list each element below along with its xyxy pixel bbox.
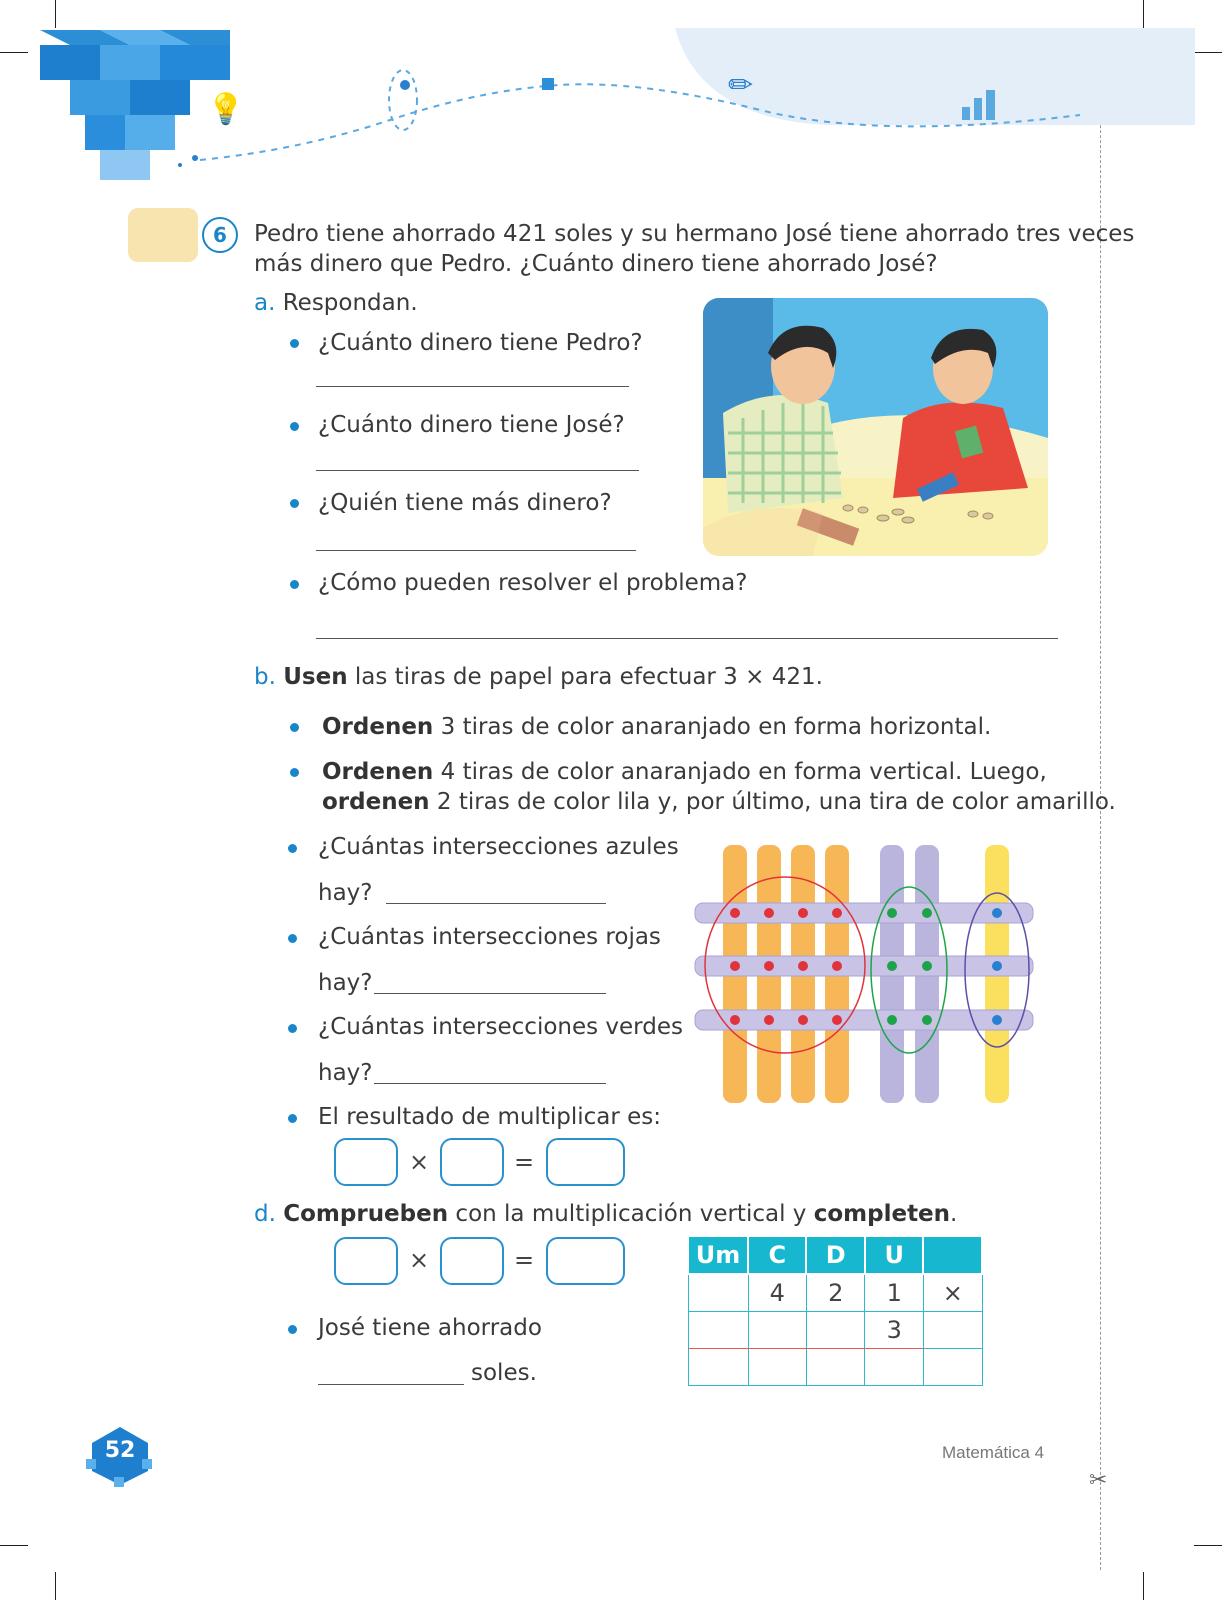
table-cell: 3 — [865, 1312, 924, 1349]
blue-intersection-dot — [992, 1015, 1002, 1025]
red-intersection-dot — [730, 961, 740, 971]
paper-strips-diagram — [690, 840, 1040, 1110]
answer-line-b3[interactable] — [374, 1083, 606, 1084]
answer-line-a2[interactable] — [316, 470, 639, 471]
question-a3: ¿Quién tiene más dinero? — [318, 490, 612, 516]
factor-box-d2[interactable] — [440, 1237, 504, 1285]
bullet — [288, 844, 297, 853]
col-header-u: U — [865, 1236, 924, 1274]
page-number: 52 — [104, 1438, 136, 1463]
bullet — [290, 339, 299, 348]
answer-line-a3[interactable] — [316, 550, 636, 551]
answer-text-line2: soles. — [471, 1360, 537, 1386]
red-intersection-dot — [798, 1015, 808, 1025]
answer-text-line1: José tiene ahorrado — [318, 1315, 542, 1341]
times-sign: × — [409, 1148, 430, 1176]
bullet — [290, 499, 299, 508]
bullet — [290, 422, 299, 431]
red-intersection-dot — [764, 961, 774, 971]
table-cell — [923, 1349, 982, 1386]
red-intersection-dot — [832, 961, 842, 971]
table-cell: 4 — [748, 1274, 806, 1312]
red-intersection-dot — [764, 908, 774, 918]
question-b1-line2: hay? — [318, 880, 373, 906]
green-intersection-dot — [922, 1015, 932, 1025]
table-row — [688, 1349, 982, 1386]
blue-intersection-dot — [992, 908, 1002, 918]
step-1 — [322, 712, 991, 742]
question-b2-line2: hay? — [318, 970, 373, 996]
place-value-table — [687, 1235, 983, 1386]
green-intersection-dot — [922, 961, 932, 971]
step-1-rest: 3 tiras de color anaranjado en forma horizontal. — [433, 714, 992, 740]
step-2 — [322, 757, 1047, 787]
part-a-instruction: Respondan — [282, 290, 411, 316]
table-cell[interactable] — [688, 1312, 748, 1349]
col-header-op — [923, 1236, 982, 1274]
part-a-punct: . — [410, 290, 418, 316]
step-3-bold: ordenen — [322, 789, 430, 815]
green-intersection-dot — [887, 1015, 897, 1025]
answer-line-a4[interactable] — [316, 638, 1058, 639]
question-b2-line1: ¿Cuántas intersecciones rojas — [318, 924, 661, 950]
bullet — [290, 723, 299, 732]
question-a1: ¿Cuánto dinero tiene Pedro? — [318, 330, 643, 356]
part-d-end: . — [950, 1201, 958, 1227]
footer-title: Matemática 4 — [942, 1443, 1045, 1462]
bullet — [288, 934, 297, 943]
table-cell[interactable] — [748, 1349, 806, 1386]
red-intersection-dot — [798, 961, 808, 971]
bullet — [288, 1024, 297, 1033]
table-cell[interactable] — [688, 1274, 748, 1312]
blue-intersection-dot — [992, 961, 1002, 971]
factor-box-2[interactable] — [440, 1138, 504, 1186]
question-a2: ¿Cuánto dinero tiene José? — [318, 412, 625, 438]
table-cell[interactable] — [806, 1349, 865, 1386]
table-cell — [923, 1312, 982, 1349]
part-b-label: b. — [254, 664, 276, 690]
col-header-c: C — [748, 1236, 806, 1274]
answer-line-a1[interactable] — [316, 386, 629, 387]
part-a-label: a. — [254, 290, 276, 316]
table-cell[interactable] — [865, 1349, 924, 1386]
bullet — [290, 768, 299, 777]
question-b1-line1: ¿Cuántas intersecciones azules — [318, 834, 679, 860]
table-cell: 1 — [865, 1274, 924, 1312]
problem-statement-line1: Pedro tiene ahorrado 421 soles y su hermano José tiene ahorrado tres veces — [254, 221, 1135, 247]
red-intersection-dot — [798, 908, 808, 918]
table-cell[interactable] — [688, 1349, 748, 1386]
red-intersection-dot — [730, 1015, 740, 1025]
step-1-bold: Ordenen — [322, 714, 434, 740]
part-b-instruction-rest: las tiras de papel para efectuar 3 × 421. — [347, 664, 823, 690]
equals-sign: = — [514, 1148, 535, 1176]
part-d-bold2: completen — [813, 1201, 951, 1227]
answer-line-b1[interactable] — [386, 903, 606, 904]
product-box-d[interactable] — [546, 1237, 625, 1285]
col-header-d: D — [806, 1236, 865, 1274]
table-cell[interactable] — [806, 1312, 865, 1349]
red-intersection-dot — [764, 1015, 774, 1025]
answer-line-d[interactable] — [318, 1384, 464, 1385]
col-header-um: Um — [688, 1236, 748, 1274]
table-row — [688, 1312, 982, 1349]
bullet — [288, 1325, 297, 1334]
green-intersection-dot — [887, 961, 897, 971]
pencil-icon: ✏ — [728, 68, 754, 103]
table-cell: 2 — [806, 1274, 865, 1312]
scissors-icon: ✂ — [1089, 1468, 1108, 1493]
times-sign-d: × — [409, 1246, 430, 1274]
problem-number: 6 — [202, 217, 238, 253]
bullet — [288, 1114, 297, 1123]
kids-icon — [128, 208, 198, 262]
part-b-instruction-bold: Usen — [283, 664, 348, 690]
bullet — [290, 580, 299, 589]
part-a-heading — [254, 288, 418, 318]
header-decoration — [0, 0, 1222, 200]
table-cell: × — [923, 1274, 982, 1312]
result-text: El resultado de multiplicar es: — [318, 1104, 661, 1130]
red-intersection-dot — [832, 1015, 842, 1025]
step-3-rest: 2 tiras de color lila y, por último, una tira de color amarillo. — [429, 789, 1116, 815]
product-box[interactable] — [546, 1138, 625, 1186]
part-d-bold1: Comprueben — [283, 1201, 449, 1227]
red-intersection-dot — [730, 908, 740, 918]
step-2-rest: 4 tiras de color anaranjado en forma vertical. Luego, — [433, 759, 1047, 785]
step-2-bold: Ordenen — [322, 759, 434, 785]
question-b3-line1: ¿Cuántas intersecciones verdes — [318, 1014, 683, 1040]
question-a4: ¿Cómo pueden resolver el problema? — [318, 570, 748, 596]
lightbulb-icon: 💡 — [207, 92, 245, 127]
table-cell[interactable] — [748, 1312, 806, 1349]
equals-sign-d: = — [514, 1246, 535, 1274]
answer-line-b2[interactable] — [374, 993, 606, 994]
part-b-heading — [254, 662, 823, 692]
factor-box-d1[interactable] — [334, 1237, 398, 1285]
green-intersection-dot — [922, 908, 932, 918]
red-intersection-dot — [832, 908, 842, 918]
step-3 — [322, 787, 1116, 817]
part-d-heading — [254, 1199, 957, 1229]
factor-box-1[interactable] — [334, 1138, 398, 1186]
problem-statement-line2: más dinero que Pedro. ¿Cuánto dinero tiene ahorrado José? — [254, 251, 938, 277]
boys-counting-money-illustration — [703, 298, 1048, 556]
green-intersection-dot — [887, 908, 897, 918]
part-d-mid: con la multiplicación vertical y — [448, 1201, 814, 1227]
question-b3-line2: hay? — [318, 1060, 373, 1086]
table-row — [688, 1274, 982, 1312]
table-header-row — [688, 1236, 982, 1274]
part-d-label: d. — [254, 1201, 276, 1227]
